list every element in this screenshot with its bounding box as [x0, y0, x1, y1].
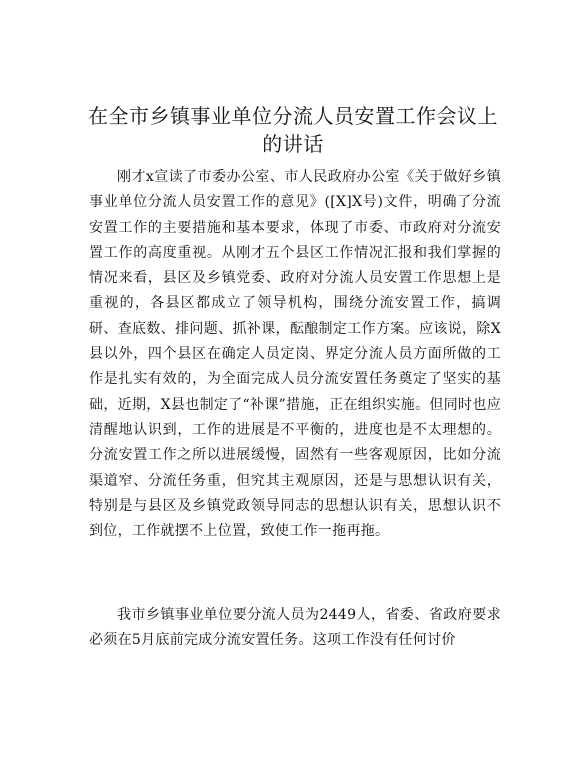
body-paragraph-2: 我市乡镇事业单位要分流人员为2449人，省委、省政府要求必须在5月底前完成分流安置任务。这项工作没有任何讨价 [89, 607, 501, 649]
document-title [60, 102, 526, 158]
body-paragraph-1: 刚才x宣读了市委办公室、市人民政府办公室《关于做好乡镇事业单位分流人员安置工作的意见》([X]X号)文件，明确了分流安置工作的主要措施和基本要求，体现了市委、市政府对分流安置工作的高度重视。从刚才五个县区工作情况汇报和我们掌握的情况来看，县区及乡镇党委、政府对分流人员安置工作思想上是重视的，各县区都成立了领导机构，围绕分流安置工作，搞调研、查底数、排问题、抓补课，酝酿制定工作方案。应该说，除X县以外，四个县区在确定人员定岗、界定分流人员方面所做的工作是扎实有效的，为全面完成人员分流安置任务奠定了坚实的基础，近期，X县也制定了“补课”措施，正在组织实施。但同时也应清醒地认识到，工作的进展是不平衡的，进度也是不太理想的。分流安置工作之所以进展缓慢，固然有一些客观原因，比如分流渠道窄、分流任务重，但究其主观原因，还是与思想认识有关，特别是与县区及乡镇党政领导同志的思想认识有关，思想认识不到位，工作就摆不上位置，致使工作一拖再拖。 [89, 169, 501, 540]
title-line-1: 在全市乡镇事业单位分流人员安置工作会议上 [88, 104, 498, 128]
title-line-2: 的讲话 [262, 132, 324, 156]
